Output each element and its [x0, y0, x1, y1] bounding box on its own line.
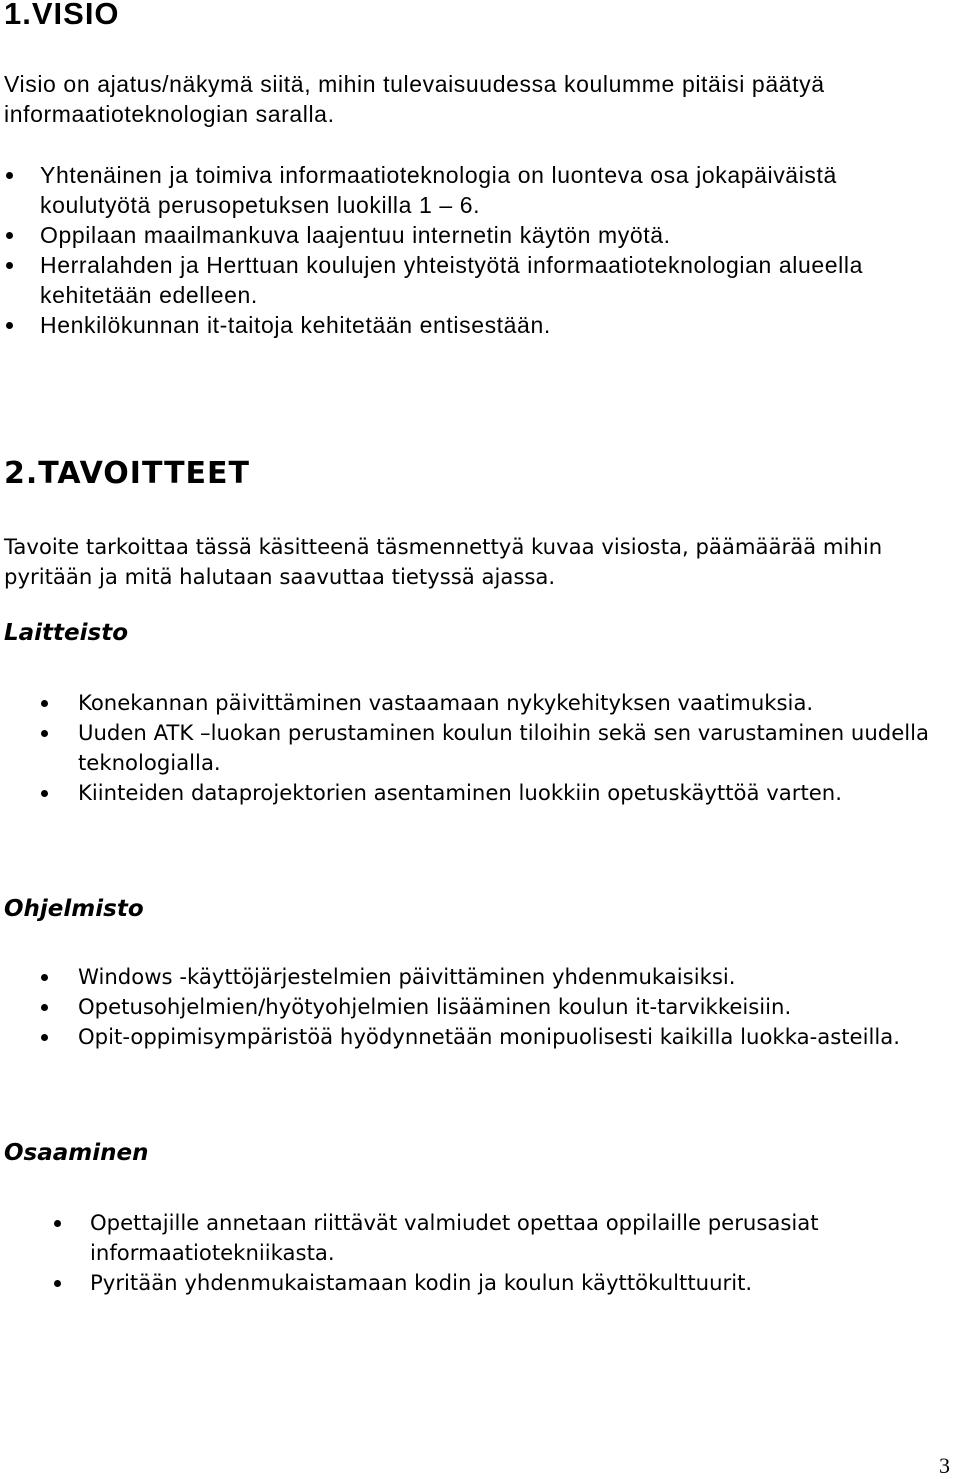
list-item: Konekannan päivittäminen vastaamaan nykykehityksen vaatimuksia. — [0, 688, 950, 718]
list-item: Yhtenäinen ja toimiva informaatioteknologia on luonteva osa jokapäiväistä koulutyötä perusopetuksen luokilla 1 – 6. — [0, 160, 940, 220]
visio-intro-paragraph: Visio on ajatus/näkymä siitä, mihin tulevaisuudessa koulumme pitäisi päätyä informaatioteknologian saralla. — [4, 71, 825, 127]
ohjelmisto-bullet-list — [0, 962, 950, 1052]
subheading-ohjelmisto: Ohjelmisto — [4, 896, 144, 922]
list-item: Oppilaan maailmankuva laajentuu internetin käytön myötä. — [0, 220, 940, 250]
list-item: Opettajille annetaan riittävät valmiudet opettaa oppilaille perusasiat informaatiotekniikasta. — [0, 1208, 950, 1268]
list-item: Henkilökunnan it-taitoja kehitetään entisestään. — [0, 310, 940, 340]
list-item: Windows -käyttöjärjestelmien päivittäminen yhdenmukaisiksi. — [0, 962, 950, 992]
list-item: Opetusohjelmien/hyötyohjelmien lisääminen koulun it-tarvikkeisiin. — [0, 992, 950, 1022]
section-heading-visio: 1.VISIO — [4, 0, 120, 31]
list-item: Uuden ATK –luokan perustaminen koulun tiloihin sekä sen varustaminen uudella teknologialla. — [0, 718, 950, 778]
list-item: Opit-oppimisympäristöä hyödynnetään monipuolisesti kaikilla luokka-asteilla. — [0, 1022, 950, 1052]
laitteisto-bullet-list — [0, 688, 950, 808]
list-item: Pyritään yhdenmukaistamaan kodin ja koulun käyttökulttuurit. — [0, 1268, 950, 1298]
osaaminen-bullet-list — [0, 1208, 950, 1298]
page-number: 3 — [939, 1453, 950, 1478]
tavoitteet-intro-paragraph: Tavoite tarkoittaa tässä käsitteenä täsmennettyä kuvaa visiosta, päämäärää mihin pyritään ja mitä halutaan saavuttaa tietyssä ajassa. — [4, 534, 883, 589]
visio-bullet-list — [0, 160, 940, 340]
subheading-osaaminen: Osaaminen — [4, 1140, 149, 1166]
subheading-laitteisto: Laitteisto — [4, 620, 129, 646]
section-heading-tavoitteet: 2.TAVOITTEET — [4, 456, 251, 491]
list-item: Kiinteiden dataprojektorien asentaminen luokkiin opetuskäyttöä varten. — [0, 778, 950, 808]
list-item: Herralahden ja Herttuan koulujen yhteistyötä informaatioteknologian alueella kehitetään edelleen. — [0, 250, 940, 310]
